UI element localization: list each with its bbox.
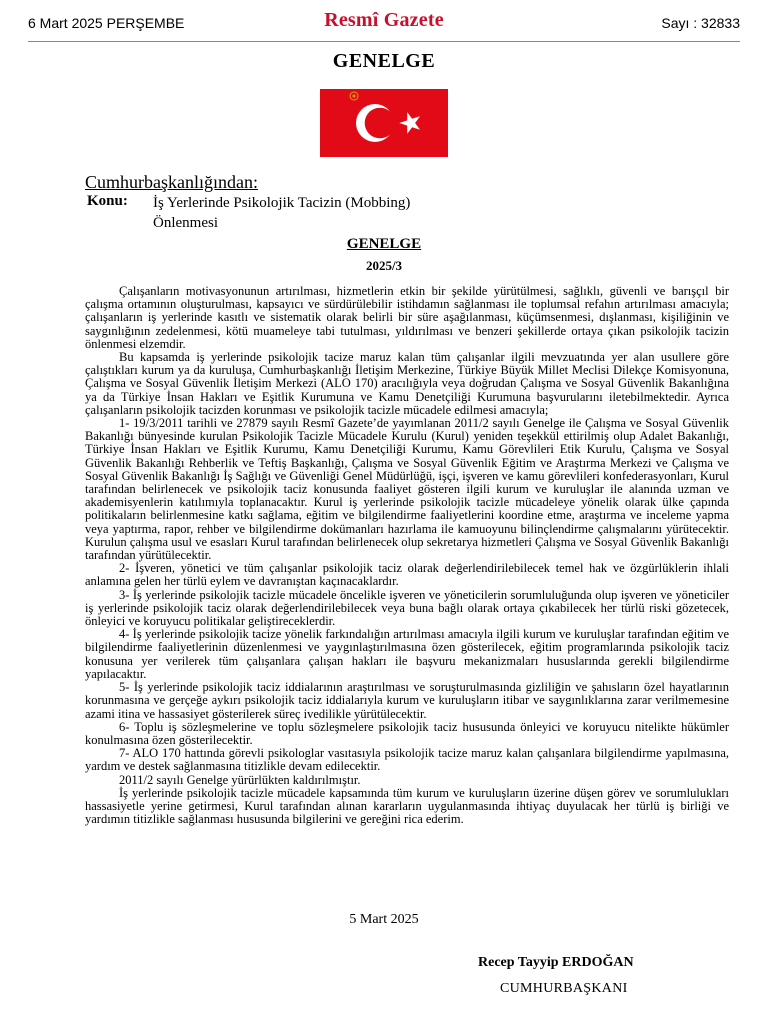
signing-date: 5 Mart 2025 xyxy=(349,912,419,927)
paragraph: 3- İş yerlerinde psikolojik tacizle mücadele öncelikle işveren ve yöneticilerin sorumluluğunda olup işveren ve yöneticiler iş yerlerinde psikolojik taciz olarak değerlendirilebilecek veya buna bağlı olarak ortaya çıkabilecek her türlü riski gözetecek, önleyici ve koruyucu politikalar geliştireceklerdir. xyxy=(85,587,729,629)
publication-date: 6 Mart 2025 PERŞEMBE xyxy=(28,15,185,31)
subject-text: İş Yerlerinde Psikolojik Tacizin (Mobbing) Önlenmesi xyxy=(153,195,411,231)
section-title: GENELGE xyxy=(332,50,436,72)
paragraph: Çalışanların motivasyonunun artırılması, hizmetlerin etkin bir şekilde yürütülmesi, sağlıklı, güvenli ve barışçıl bir çalışma ortamının oluşturulması, kapsayıcı ve sürdürülebilir istihdamın sağlanması ile toplumsal refahın artırılması amacıyla; çalışanların iş yerlerinde kasıtlı ve sistematik olarak belirli bir süre aşağılanması, küçümsenmesi, dışlanması, kişiliğinin ve saygınlığının zedelenmesi, kötü muameleye tabi tutulması, yıldırılması ve benzeri şekillerde ortaya çıkan psikolojik tacizin önlenmesi elzemdir. xyxy=(85,284,729,351)
turkish-flag-icon xyxy=(320,89,448,157)
issuing-authority: Cumhurbaşkanlığından: xyxy=(85,172,258,192)
signer-title: CUMHURBAŞKANI xyxy=(500,981,628,996)
paragraph: 2- İşveren, yönetici ve tüm çalışanlar psikolojik taciz olarak değerlendirilebilecek temel hak ve özgürlüklerin ihlali anlamına gelen her türlü eylem ve davranıştan kaçınacaklardır. xyxy=(85,561,729,589)
document-number: 2025/3 xyxy=(365,258,403,273)
paragraph: 6- Toplu iş sözleşmelerine ve toplu sözleşmelere psikolojik taciz hususunda önleyici ve koruyucu nitelikte hükümler konulmasına özen gösterilecektir. xyxy=(85,719,729,747)
paragraph: 7- ALO 170 hattında görevli psikologlar vasıtasıyla psikolojik tacize maruz kalan çalışanlara bilgilendirme yapılmasına, yardım ve destek sağlanmasına titizlikle devam edilecektir. xyxy=(85,746,729,774)
paragraph: İş yerlerinde psikolojik tacizle mücadele kapsamında tüm kurum ve kuruluşların üzerine düşen görev ve sorumlulukları hassasiyetle yerine getirmesi, Kurul tarafından alınan kararların uygulanmasında ihtiyaç duyulacak her türlü iş birliği ve yardımın titizlikle sağlanması hususunda bilgilerini ve gereğini rica ederim. xyxy=(85,785,729,827)
header-divider xyxy=(28,41,740,42)
circular-body xyxy=(85,285,729,826)
subject-label: Konu: xyxy=(87,193,128,209)
paragraph: 5- İş yerlerinde psikolojik taciz iddialarının araştırılması ve soruşturulmasında gizliliğin ve şahısların özel hayatlarının korunmasına ve gerçeğe aykırı psikolojik taciz iddialarıyla kurum ve kuruluşların itibar ve saygınlıklarına zarar verilmemesine azami itina ve hassasiyet gösterilerek süreç ivedilikle yürütülecektir. xyxy=(85,680,729,721)
paragraph: Bu kapsamda iş yerlerinde psikolojik tacize maruz kalan tüm çalışanlar ilgili mevzuatında yer alan usullere göre çalıştıkları kurum ya da kuruluşa, Cumhurbaşkanlığı İletişim Merkezine, Türkiye Büyük Millet Meclisi Dilekçe Komisyonuna, Çalışma ve Sosyal Güvenlik İletişim Merkezi (ALO 170) aracılığıyla veya doğrudan Çalışma ve Sosyal Güvenlik Bakanlığına ya da Türkiye İnsan Hakları ve Eşitlik Kurumuna ve Kamu Denetçiliği Kurumuna başvurularını iletebilmektedir. Ayrıca çalışanların psikolojik tacizden korunması ve psikolojik tacizle mücadele edilmesi amacıyla; xyxy=(85,350,729,417)
signer-name: Recep Tayyip ERDOĞAN xyxy=(478,955,634,970)
issue-number: Sayı : 32833 xyxy=(661,15,740,31)
paragraph: 1- 19/3/2011 tarihli ve 27879 sayılı Resmî Gazete’de yayımlanan 2011/2 sayılı Genelge ile Çalışma ve Sosyal Güvenlik Bakanlığı bünyesinde kurulan Psikolojik Tacizle Mücadele Kurulu (Kurul) yeniden teşekkül ettirilmiş olup Adalet Bakanlığı, Türkiye İnsan Hakları ve Eşitlik Kurumu, Kamu Denetçiliği Kurumu, Kamu Görevlileri Etik Kurulu, Çalışma ve Sosyal Güvenlik Bakanlığı Rehberlik ve Teftiş Başkanlığı, Çalışma ve Sosyal Güvenlik Eğitim ve Araştırma Merkezi ve Çalışma ve Sosyal Güvenlik Bakanlığı İş Sağlığı ve Güvenliği Genel Müdürlüğü, işçi, işveren ve kamu görevlileri konfederasyonları, Kurul tarafından belirlenecek ve psikolojik taciz konusunda faaliyet gösteren ilgili kurum ve kuruluşlar ile alanında uzman ve akademisyenlerin katılımıyla toplanacaktır. Kurul iş yerlerinde psikolojik tacizle mücadeleye yönelik olarak ülke çapında politikaların belirlenmesine katkı sağlama, eğitim ve bilgilendirme faaliyetlerini koordine etme, araştırma ve inceleme yapma veya yaptırma, rapor, rehber ve bilgilendirme dokümanları hazırlama ile kamuoyunu bilinçlendirme çalışmalarını yürütecektir. Kurulun çalışma usul ve esasları Kurul tarafından belirlenecek olup sekretarya hizmetleri Çalışma ve Sosyal Güvenlik Bakanlığı tarafından yürütülecektir. xyxy=(85,416,729,563)
crescent-inner xyxy=(365,108,396,139)
gazette-title: Resmî Gazete xyxy=(324,9,444,31)
gazette-header xyxy=(28,0,740,42)
paragraph: 4- İş yerlerinde psikolojik tacize yönelik farkındalığın artırılması amacıyla ilgili kurum ve kuruluşlar tarafından eğitim ve bilgilendirme faaliyetlerinin düzenlenmesi ve yaygınlaştırılmasına özen gösterilecek, eğitim programlarında psikolojik taciz konusuna yer verilerek tüm çalışanlara çalışan hakları ile başvuru mekanizmaları hususlarında gerekli bilgilendirme yapılacaktır. xyxy=(85,627,729,681)
paragraph: 2011/2 sayılı Genelge yürürlükten kaldırılmıştır. xyxy=(119,772,361,787)
document-title: GENELGE xyxy=(346,236,422,252)
